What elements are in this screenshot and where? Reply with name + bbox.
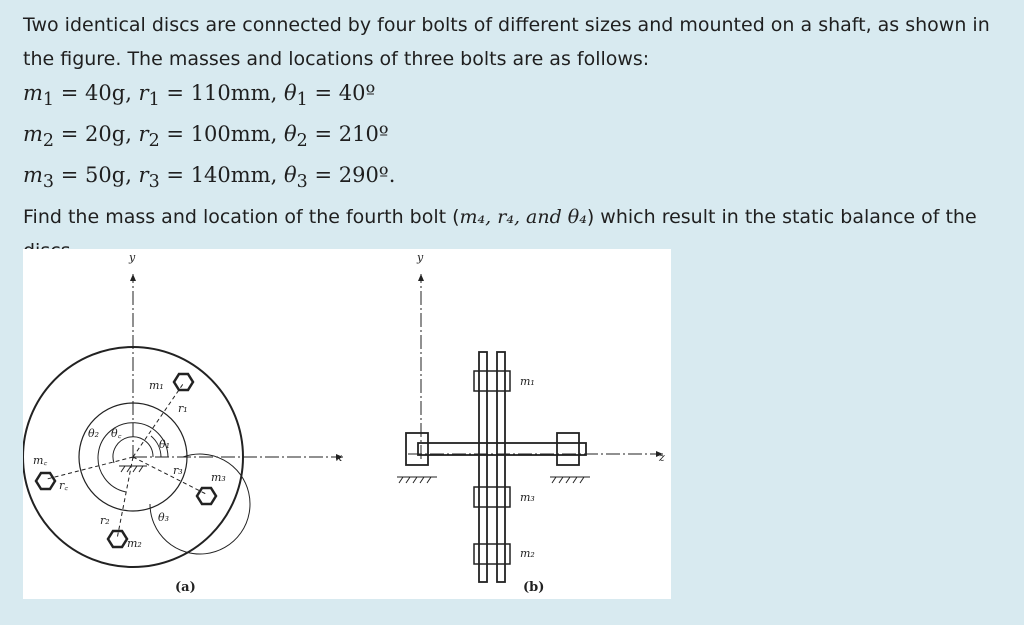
label-m3-b: m₃ (520, 491, 535, 504)
m2-sub: 2 (42, 131, 55, 152)
theta3-symbol: θ (283, 163, 297, 188)
bolt-1-data: $m_1 = 40g$, $r_1 = 110mm$, $\theta_1$ = 40º (23, 81, 376, 111)
m3-sub: 3 (42, 172, 55, 193)
theta1-value: 40º (338, 81, 376, 105)
figure (23, 249, 671, 599)
r3-sub: 3 (148, 172, 160, 193)
theta2-symbol: θ (283, 122, 297, 147)
m3-symbol: m (23, 163, 43, 188)
theta2-sub: 2 (296, 131, 308, 152)
bolt-mc-icon (36, 473, 55, 489)
caption-b: (b) (523, 580, 545, 595)
bolt-3-end: . (388, 163, 396, 188)
caption-a: (a) (175, 580, 196, 595)
r3-symbol: r (138, 163, 149, 188)
bolt-m3-icon (197, 488, 216, 504)
bolt-3-data: $m_3 = 50g$, $r_3 = 140mm$, $\theta_3$ = 290º. (23, 163, 396, 193)
question-post: ) which result in the static balance of the (586, 205, 977, 228)
figure-a-labels (33, 251, 343, 595)
m2-symbol: m (23, 122, 43, 147)
bolt-m2-icon (108, 531, 127, 547)
left-bearing (406, 433, 428, 465)
r2-line (117, 457, 133, 539)
label-thetac-a: θ꜀ (111, 427, 122, 440)
label-m1-a: m₁ (149, 379, 164, 392)
m3-value: 50g (85, 163, 126, 188)
bolt-2-data: $m_2 = 20g$, $r_2 = 100mm$, $\theta_2$ = 210º (23, 122, 389, 152)
figure-b (397, 274, 663, 582)
figure-b-labels (416, 251, 665, 595)
label-y-b: y (417, 251, 424, 264)
hatch-left (397, 477, 437, 483)
bolt-m1-icon (174, 374, 193, 390)
theta1-sub: 1 (296, 90, 308, 111)
m2-value: 20g (85, 122, 126, 147)
r2-sub: 2 (148, 131, 160, 152)
figure-svg (23, 249, 671, 599)
theta1-symbol: θ (283, 81, 297, 105)
r1-value: 110mm (190, 81, 271, 105)
m1-value: 40g (85, 81, 126, 105)
r2-symbol: r (138, 122, 149, 147)
theta3-arc (150, 454, 250, 554)
m1-sub: 1 (42, 90, 55, 111)
label-m3-a: m₃ (211, 471, 226, 484)
hatch-right (550, 477, 590, 483)
label-theta2-a: θ₂ (88, 427, 100, 440)
label-theta3-a: θ₃ (158, 511, 170, 524)
figure-a (23, 274, 343, 567)
rc-line (47, 457, 133, 479)
r1-sub: 1 (148, 90, 160, 111)
r3-line (133, 457, 206, 494)
m1-symbol: m (23, 81, 43, 105)
label-r2-a: r₂ (100, 514, 110, 527)
theta2-value: 210º (338, 122, 389, 147)
question-pre: Find the mass and location of the fourth bolt ( (23, 205, 460, 228)
label-x-a: x (336, 451, 343, 464)
label-m2-b: m₂ (520, 547, 535, 560)
theta3-value: 290º (338, 163, 389, 188)
bearing-hatch (119, 466, 147, 472)
r1-line (133, 384, 183, 457)
label-r1-a: r₁ (178, 402, 188, 415)
problem-statement (23, 8, 1013, 268)
shaft (418, 443, 586, 455)
r2-value: 100mm (190, 122, 271, 147)
label-z-b: z (659, 451, 665, 464)
label-r3-a: r₃ (173, 464, 183, 477)
right-bearing (557, 433, 579, 465)
label-m1-b: m₁ (520, 375, 535, 388)
disc-left (479, 352, 487, 582)
label-m2-a: m₂ (127, 537, 142, 550)
question-vars: m₄, r₄, and θ₄ (459, 205, 587, 228)
problem-intro: Two identical discs are connected by four bolts of different sizes and mounted on a shaft, as shown in the figure. The masses and locations of three bolts are as follows: (23, 14, 990, 70)
disc-right (497, 352, 505, 582)
r3-value: 140mm (190, 163, 271, 188)
label-y-a: y (129, 251, 136, 264)
label-mc-a: m꜀ (33, 454, 48, 467)
r1-symbol: r (138, 81, 149, 105)
theta3-sub: 3 (296, 172, 308, 193)
label-theta1-a: θ₁ (159, 438, 171, 451)
label-rc-a: r꜀ (59, 479, 69, 492)
